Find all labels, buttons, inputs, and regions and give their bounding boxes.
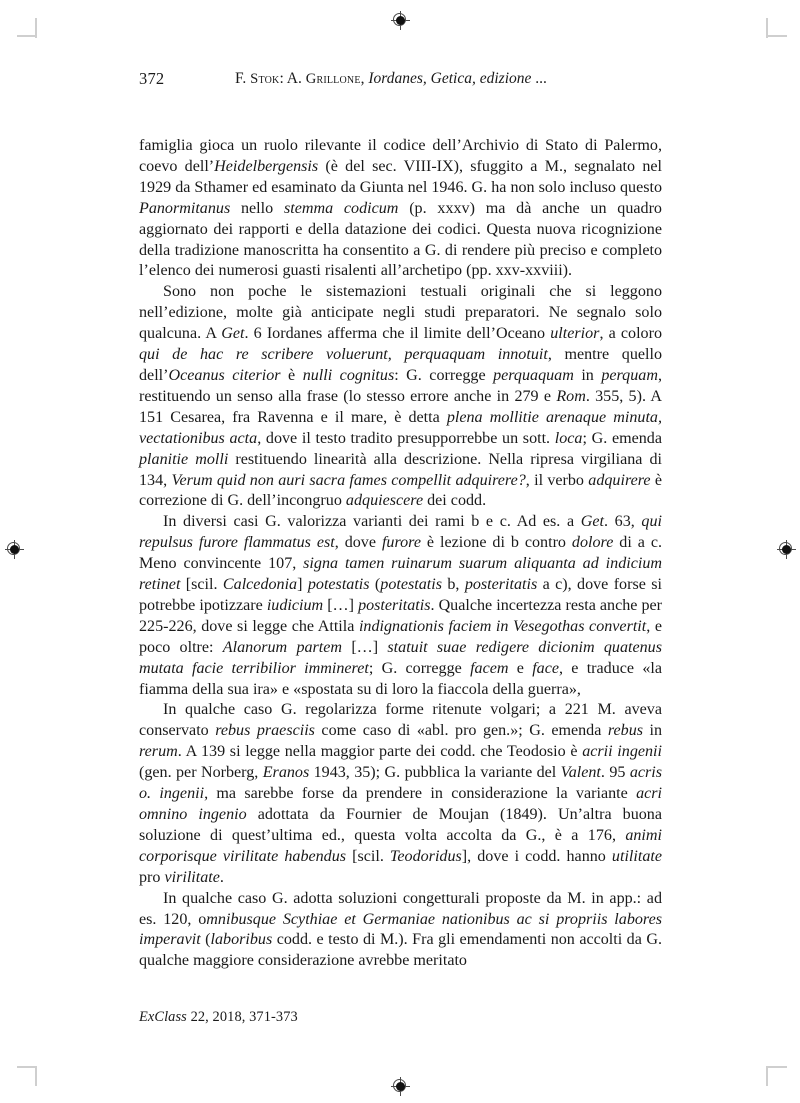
running-head-author-name: Stok <box>250 71 280 87</box>
italic-run: Alanorum partem <box>222 638 343 656</box>
roman-run: . 63, <box>604 513 642 531</box>
roman-run: : G. corregge <box>394 366 494 384</box>
roman-run: , e traduce «la fiamma della sua ira» e «spostata su di loro la fiaccola della guerra», <box>139 659 662 698</box>
registration-mark-top <box>391 11 410 30</box>
italic-run: Rom <box>556 387 586 405</box>
roman-run: (gen. per Norberg, <box>139 764 263 782</box>
paragraph <box>139 700 662 888</box>
roman-run: . 95 <box>600 764 630 782</box>
roman-run: . Qualche incertezza resta anche per 225-226, dove si legge che Attila <box>139 596 663 635</box>
roman-run: ( <box>369 576 381 594</box>
page-number: 372 <box>139 69 165 88</box>
roman-run: e <box>508 659 533 677</box>
italic-run: furore <box>381 534 421 552</box>
italic-run: rerum <box>139 743 178 761</box>
italic-run: Get <box>580 513 604 531</box>
registration-dot <box>396 1082 405 1091</box>
roman-run: In qualche caso G. adotta soluzioni congetturali proposte da M. in app.: ad es. 120, o <box>139 889 662 928</box>
roman-run: a c), dove forse si potrebbe ipotizzare <box>139 576 662 614</box>
italic-run: signa tamen ruinarum suarum aliquanta ad indicium retinet <box>139 555 662 594</box>
roman-run: . 355, 5). A 151 Cesarea, fra Ravenna e il mare, è detta <box>139 387 663 426</box>
roman-run: dei codd. <box>423 492 487 510</box>
roman-run: [scil. <box>180 576 223 594</box>
italic-run: qui repulsus furore flammatus est <box>139 513 662 552</box>
italic-run: acrii ingenii <box>582 743 662 761</box>
roman-run: b, <box>441 576 465 594</box>
italic-run: plena mollitie arenaque minuta, vectationibus acta <box>139 408 662 447</box>
italic-run: planitie molli <box>139 450 229 468</box>
italic-run: posteritatis <box>358 596 431 614</box>
roman-run: (è del sec. VIII-IX), sfuggito a M., segnalato nel 1929 da Sthamer ed esaminato da Giunta nel 1946. G. ha non solo incluso questo <box>139 157 662 196</box>
roman-run: in <box>643 722 663 740</box>
roman-run: [scil. <box>346 847 390 865</box>
roman-run: adottata da Fournier de Moujan (1849). Un’altra buona soluzione di quest’ultima ed., questa volta accolta da G., è a 176, <box>139 806 662 844</box>
running-head-subject-name: Grillone <box>305 71 361 87</box>
italic-run: ulterior <box>550 325 600 343</box>
roman-run: restituendo linearità alla descrizione. Nella ripresa virgiliana di 134, <box>139 450 662 489</box>
roman-run: , e poco oltre: <box>139 617 662 656</box>
roman-run: […] <box>323 596 359 614</box>
roman-run: in <box>573 366 602 384</box>
italic-run: Valent <box>560 764 601 782</box>
paragraph <box>139 136 662 282</box>
italic-run: adquiescere <box>345 492 424 510</box>
crop-mark-bottom-left-horizontal <box>17 1066 37 1068</box>
roman-run: codd. e testo di M.). Fra gli emendamenti non accolti da G. qualche maggiore considerazione avrebbe meritato <box>139 931 662 970</box>
italic-run: animi corporisque virilitate habendus <box>139 826 662 865</box>
italic-run: face <box>532 659 559 677</box>
crop-mark-top-left-horizontal <box>17 35 37 37</box>
italic-run: statuit suae redigere dicionim quatenus mutata facie terribilior immineret <box>139 638 662 677</box>
italic-run: acris o. ingenii <box>139 764 662 803</box>
italic-run: Oceanus citerior <box>168 366 281 384</box>
roman-run: famiglia gioca un ruolo rilevante il codice dell’Archivio di Stato di Palermo, coevo dell’ <box>139 137 662 175</box>
roman-run: ] <box>297 576 308 594</box>
italic-run: Panormitanus <box>139 199 231 217</box>
roman-run: è <box>280 366 303 384</box>
running-head-comma: , <box>360 70 369 87</box>
registration-mark-left <box>5 540 24 559</box>
roman-run: Sono non poche le sistemazioni testuali originali che si leggono nell’edizione, molte già anticipate negli studi preparatori. Ne segnalo solo qualcuna. A <box>139 283 662 343</box>
running-head-title <box>235 70 547 88</box>
paragraph <box>139 282 662 512</box>
roman-run: , il verbo <box>525 471 589 489</box>
italic-run: laboribus <box>210 931 273 949</box>
running-head <box>139 60 662 100</box>
italic-run: potestatis <box>380 576 442 594</box>
roman-run: , mentre quello dell’ <box>139 346 663 384</box>
running-head-work-title: Iordanes, Getica, edizione <box>368 70 532 87</box>
roman-run: , dove il testo tradito presupporrebbe un sott. <box>257 429 555 447</box>
roman-run: di a c. Meno convincente 107, <box>139 534 662 573</box>
crop-mark-top-right-horizontal <box>767 35 787 37</box>
roman-run: , dove <box>334 534 382 552</box>
running-head-author-initial: F. <box>235 70 251 87</box>
registration-mark-right <box>777 540 796 559</box>
italic-run: perquaquam <box>493 366 574 384</box>
roman-run: , restituendo un senso alla frase (lo stesso errore anche in 279 e <box>139 366 662 405</box>
roman-run: ], dove i codd. hanno <box>461 847 612 865</box>
page-content <box>139 60 662 972</box>
roman-run: In qualche caso G. regolarizza forme ritenute volgari; a 221 M. aveva conservato <box>139 701 662 740</box>
italic-run: perquam <box>601 366 658 384</box>
registration-dot <box>10 545 19 554</box>
italic-run: virilitate <box>164 868 220 886</box>
italic-run: rebus <box>607 722 644 740</box>
crop-mark-bottom-left-vertical <box>35 1066 37 1086</box>
roman-run: pro <box>139 868 165 886</box>
italic-run: indignationis faciem in Vesegothas convertit <box>358 617 647 635</box>
italic-run: Teodoridus <box>389 847 462 865</box>
roman-run: , ma sarebbe forse da prendere in considerazione la variante <box>204 785 637 803</box>
body-text <box>139 136 662 972</box>
roman-run: . <box>219 868 224 886</box>
italic-run: facem <box>470 659 509 677</box>
italic-run: potestatis <box>307 576 370 594</box>
italic-run: Get <box>221 325 245 343</box>
italic-run: utilitate <box>611 847 662 865</box>
registration-dot <box>782 545 791 554</box>
colophon <box>139 1009 298 1026</box>
roman-run: è lezione di b contro <box>420 534 572 552</box>
italic-run: mnibusque Scythiae et Germaniae nationibus ac si propriis labores imperavit <box>139 910 662 949</box>
italic-run: acri omnino ingenio <box>139 785 662 823</box>
crop-mark-bottom-right-vertical <box>766 1066 768 1086</box>
paragraph <box>139 512 662 700</box>
italic-run: nulli cognitus <box>302 366 395 384</box>
roman-run: (p. xxxv) ma dà anche un quadro aggiornato dei rapporti e della datazione dei codici. Questa nuova ricognizione della tradizione manoscritta ha consentito a G. di rendere più preciso e completo l’elenco dei numerosi guasti risalenti all’archetipo (pp. xxv-xxviii). <box>139 199 662 280</box>
crop-mark-bottom-right-horizontal <box>767 1066 787 1068</box>
roman-run: […] <box>342 638 388 656</box>
italic-run: Eranos <box>262 764 310 782</box>
roman-run: . 6 Iordanes afferma che il limite dell’Oceano <box>244 325 551 343</box>
roman-run: , a coloro <box>599 325 662 343</box>
registration-mark-bottom <box>391 1077 410 1096</box>
roman-run: come caso di «abl. pro gen.»; G. emenda <box>314 722 608 740</box>
italic-run: stemma codicum <box>283 199 399 217</box>
running-head-ellipsis: ... <box>531 70 547 87</box>
roman-run: ; G. emenda <box>582 429 662 447</box>
roman-run: ( <box>200 931 211 949</box>
italic-run: adquirere <box>588 471 651 489</box>
italic-run: Calcedonia <box>222 576 298 594</box>
running-head-separator: : A. <box>279 70 306 87</box>
roman-run: è correzione di G. dell’incongruo <box>139 471 663 510</box>
italic-run: rebus praesciis <box>215 722 315 740</box>
italic-run: Heidelbergensis <box>214 157 319 175</box>
italic-run: dolore <box>571 534 614 552</box>
paragraph <box>139 889 662 973</box>
roman-run: 1943, 35); G. pubblica la variante del <box>309 764 561 782</box>
italic-run: qui de hac re scribere voluerunt, perquaquam innotuit <box>139 346 548 364</box>
journal-name: ExClass <box>139 1009 187 1025</box>
roman-run: In diversi casi G. valorizza varianti dei rami b e c. Ad es. a <box>163 513 581 531</box>
italic-run: posteritatis <box>464 576 538 594</box>
roman-run: ; G. corregge <box>368 659 471 677</box>
roman-run: nello <box>230 199 284 217</box>
registration-dot <box>396 16 405 25</box>
roman-run: . A 139 si legge nella maggior parte dei codd. che Teodosio è <box>177 743 583 761</box>
colophon-reference: 22, 2018, 371-373 <box>186 1009 298 1025</box>
italic-run: loca <box>554 429 583 447</box>
italic-run: iudicium <box>266 596 324 614</box>
italic-run: Verum quid non auri sacra fames compellit adquirere? <box>171 471 526 489</box>
